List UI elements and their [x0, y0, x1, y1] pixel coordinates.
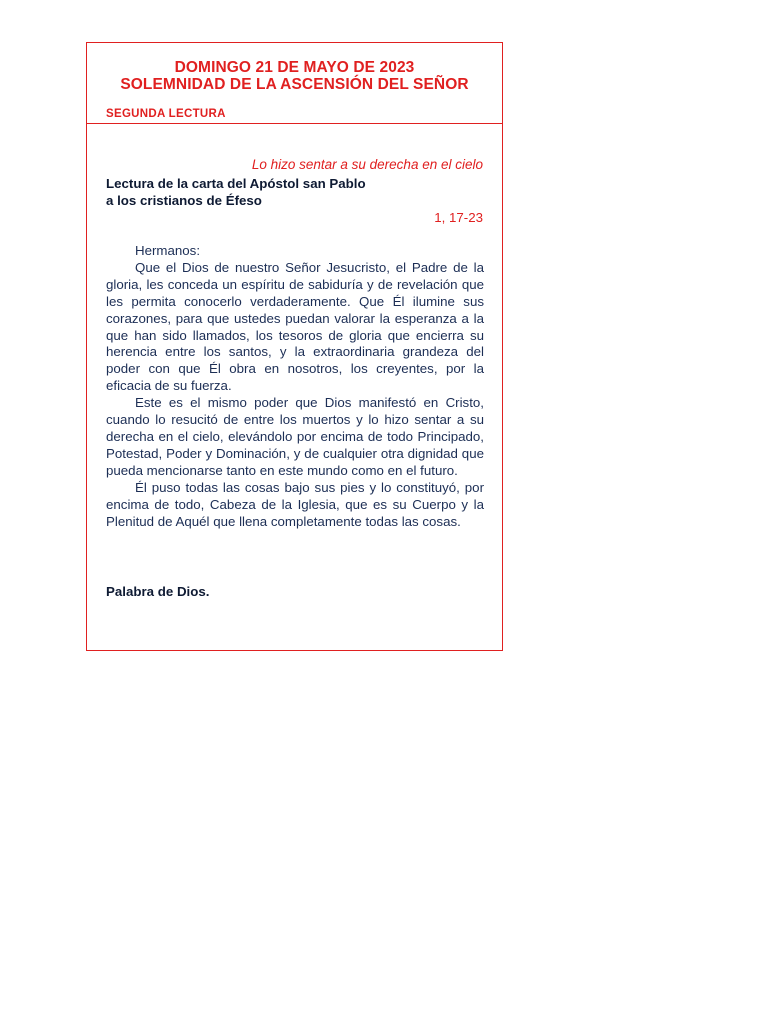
reading-card — [86, 42, 503, 651]
section-label: SEGUNDA LECTURA — [106, 108, 226, 120]
reading-antiphon: Lo hizo sentar a su derecha en el cielo — [251, 157, 483, 172]
intro-line-2: a los cristianos de Éfeso — [106, 193, 262, 208]
closing-acclamation: Palabra de Dios. — [106, 584, 210, 599]
reading-text — [106, 243, 484, 530]
reading-paragraph: Él puso todas las cosas bajo sus pies y lo constituyó, por encima de todo, Cabeza de la Iglesia, que es su Cuerpo y la Plenitud de Aquél que llena completamente todas las cosas. — [106, 479, 484, 529]
reading-intro — [106, 175, 366, 209]
reading-paragraph: Hermanos: — [135, 243, 201, 258]
reading-paragraph: Este es el mismo poder que Dios manifestó en Cristo, cuando lo resucitó de entre los muertos y lo hizo sentar a su derecha en el cielo, elevándolo por encima de todo Principado, Potestad, Poder y Dominación, y de cualquier otra dignidad que pueda mencionarse tanto en este mundo como en el futuro. — [106, 395, 484, 478]
card-header — [87, 43, 502, 124]
reading-paragraph: Que el Dios de nuestro Señor Jesucristo, el Padre de la gloria, les conceda un espíritu de sabiduría y de revelación que les permita conocerlo verdaderamente. Que Él ilumine sus corazones, para que ustedes puedan valorar la esperanza a la que han sido llamados, los tesoros de gloria que encierra su herencia entre los santos, y la extraordinaria grandeza del poder con que Él obra en nosotros, los creyentes, por la eficacia de su fuerza. — [106, 259, 484, 394]
intro-line-1: Lectura de la carta del Apóstol san Pablo — [106, 176, 366, 191]
feast-heading: SOLEMNIDAD DE LA ASCENSIÓN DEL SEÑOR — [120, 76, 469, 93]
date-heading: DOMINGO 21 DE MAYO DE 2023 — [174, 59, 415, 76]
reading-citation: 1, 17-23 — [434, 210, 483, 225]
